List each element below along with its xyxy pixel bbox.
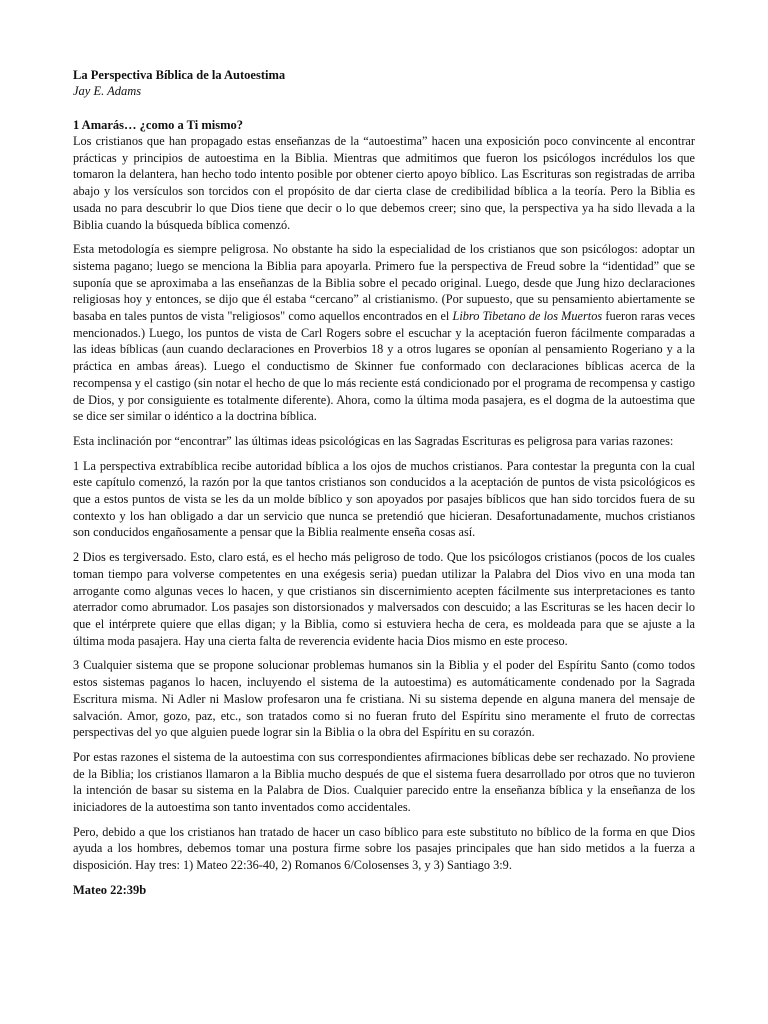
paragraph-1: Los cristianos que han propagado estas enseñanzas de la “autoestima” hacen una exposición poco convincente al encontrar prácticas y principios de autoestima en la Biblia. Mientras que admitimos que fueron los psicólogos incrédulos los que tomaron la delantera, han hecho todo intento posible por obtener cierto apoyo bíblico. Las Escrituras son registradas de arriba abajo y los versículos son torcidos con el propósito de dar cierta clase de credibilidad bíblica a la teoría. Pero la Biblia es usada no para descubrir lo que Dios tiene que decir o lo que debemos creer; sino que, la perspectiva ya ha sido llevada a la Biblia cuando la búsqueda bíblica comenzó. — [73, 134, 695, 232]
paragraph-8: Pero, debido a que los cristianos han tratado de hacer un caso bíblico para este substituto no bíblico de la forma en que Dios ayuda a los hombres, debemos tomar una postura firme sobre los pasajes principales que han sido metidos a la fuerza a disposición. Hay tres: 1) Mateo 22:36-40, 2) Romanos 6/Colosenses 3, y 3) Santiago 3:9. — [73, 824, 695, 873]
document-page — [73, 67, 695, 898]
paragraph-2-text-a: Esta metodología es siempre peligrosa. No obstante ha sido la especialidad de los cristianos que son psicólogos: adoptar un sistema pagano; luego se menciona la Biblia para apoyarla. Primero fue la perspectiva de Freud sobre la “identidad” que se suponía que se aproximaba a las enseñanzas de la Biblia sobre el pecado original. Luego, desde que Jung hizo declaraciones religiosas hoy y entonces, se dijo que él estaba “cercano” al cristianismo. (Por supuesto, que su pensamiento abiertamente se basaba en tales puntos de vista "religiosos" como aquellos encontrados en el — [73, 242, 695, 324]
book-title-italic: Libro Tibetano de los Muertos — [452, 309, 603, 324]
paragraph-2-text-b: fueron raras veces mencionados.) Luego, los puntos de vista de Carl Rogers sobre el escuchar y la aceptación fueron fácilmente comparadas a las ideas bíblicas (aun cuando declaraciones en Proverbios 18 y a otros lugares se oponían al pensamiento Rogeriano y a la práctica en ambas áreas). Luego el conductismo de Skinner fue conformado con declaraciones bíblicas acerca de la recompensa y el castigo (sin notar el hecho de que lo más reciente está condicionado por el programa de recompensa y castigo de Dios, y por consiguiente es totalmente diferente). Ahora, como la última moda pasajera, es el dogma de la autoestima que se dice ser similar o idéntico a la doctrina bíblica. — [73, 309, 696, 424]
paragraph-3: Esta inclinación por “encontrar” las últimas ideas psicológicas en las Sagradas Escrituras es peligrosa para varias razones: — [73, 433, 674, 448]
paragraph-2 — [73, 241, 695, 425]
paragraph-7: Por estas razones el sistema de la autoestima con sus correspondientes afirmaciones bíblicas debe ser rechazado. No proviene de la Biblia; los cristianos llamaron a la Biblia mucho después de que el sistema fuera desarrollado por otros que no tuvieron la intención de basar su sistema en la Palabra de Dios. Cualquier parecido entre la enseñanza bíblica y la enseñanza de los iniciadores de la autoestima son tanto inventados como accidentales. — [73, 749, 695, 815]
document-title: La Perspectiva Bíblica de la Autoestima — [73, 68, 286, 82]
sub-heading: Mateo 22:39b — [73, 882, 147, 897]
section-heading: 1 Amarás… ¿como a Ti mismo? — [73, 118, 244, 132]
paragraph-6: 3 Cualquier sistema que se propone solucionar problemas humanos sin la Biblia y el poder del Espíritu Santo (como todos estos sistemas paganos lo hacen, incluyendo el sistema de la autoestima) es automáticamente condenado por la Sagrada Escritura misma. Ni Adler ni Maslow profesaron una fe cristiana. Ni su sistema depende en alguna manera del mensaje de salvación. Amor, gozo, paz, etc., son tratados como si no fueran fruto del Espíritu sino meramente el fruto de correctas perspectivas del yo que alguien puede lograr sin la Biblia o la obra del Espíritu en su corazón. — [73, 658, 695, 740]
paragraph-5: 2 Dios es tergiversado. Esto, claro está, es el hecho más peligroso de todo. Que los psicólogos cristianos (pocos de los cuales toman tiempo para volverse competentes en una exégesis seria) puedan utilizar la Palabra del Dios vivo en una moda tan arrogante como algunas veces lo hacen, y que cristianos sin discernimiento acepten fácilmente sus interpretaciones es tanto aterrador como abrumador. Los pasajes son distorsionados y malversados con descuido; a las Escrituras se les hacen decir lo que el intérprete quiere que ellas digan; y la Biblia, como si estuviera hecha de cera, es moldeada para que se ajuste a la última moda pasajera. Hay una cierta falta de reverencia evidente hacia Dios mismo en este proceso. — [73, 550, 695, 648]
paragraph-4: 1 La perspectiva extrabíblica recibe autoridad bíblica a los ojos de muchos cristianos. Para contestar la pregunta con la cual este capítulo comenzó, la razón por la que tantos cristianos son conducidos a la aceptación de puntos de vista psicológicos es que a estos puntos de vista se les da un molde bíblico y son apoyados por pasajes bíblicos que han sido torcidos fuera de su contexto y los han obligado a dar un servicio que nunca se pretendió que hicieran. Desafortunadamente, muchos cristianos son conducidos engañosamente a pensar que la Biblia realmente enseña cosas así. — [73, 458, 695, 540]
document-author: Jay E. Adams — [73, 84, 142, 98]
